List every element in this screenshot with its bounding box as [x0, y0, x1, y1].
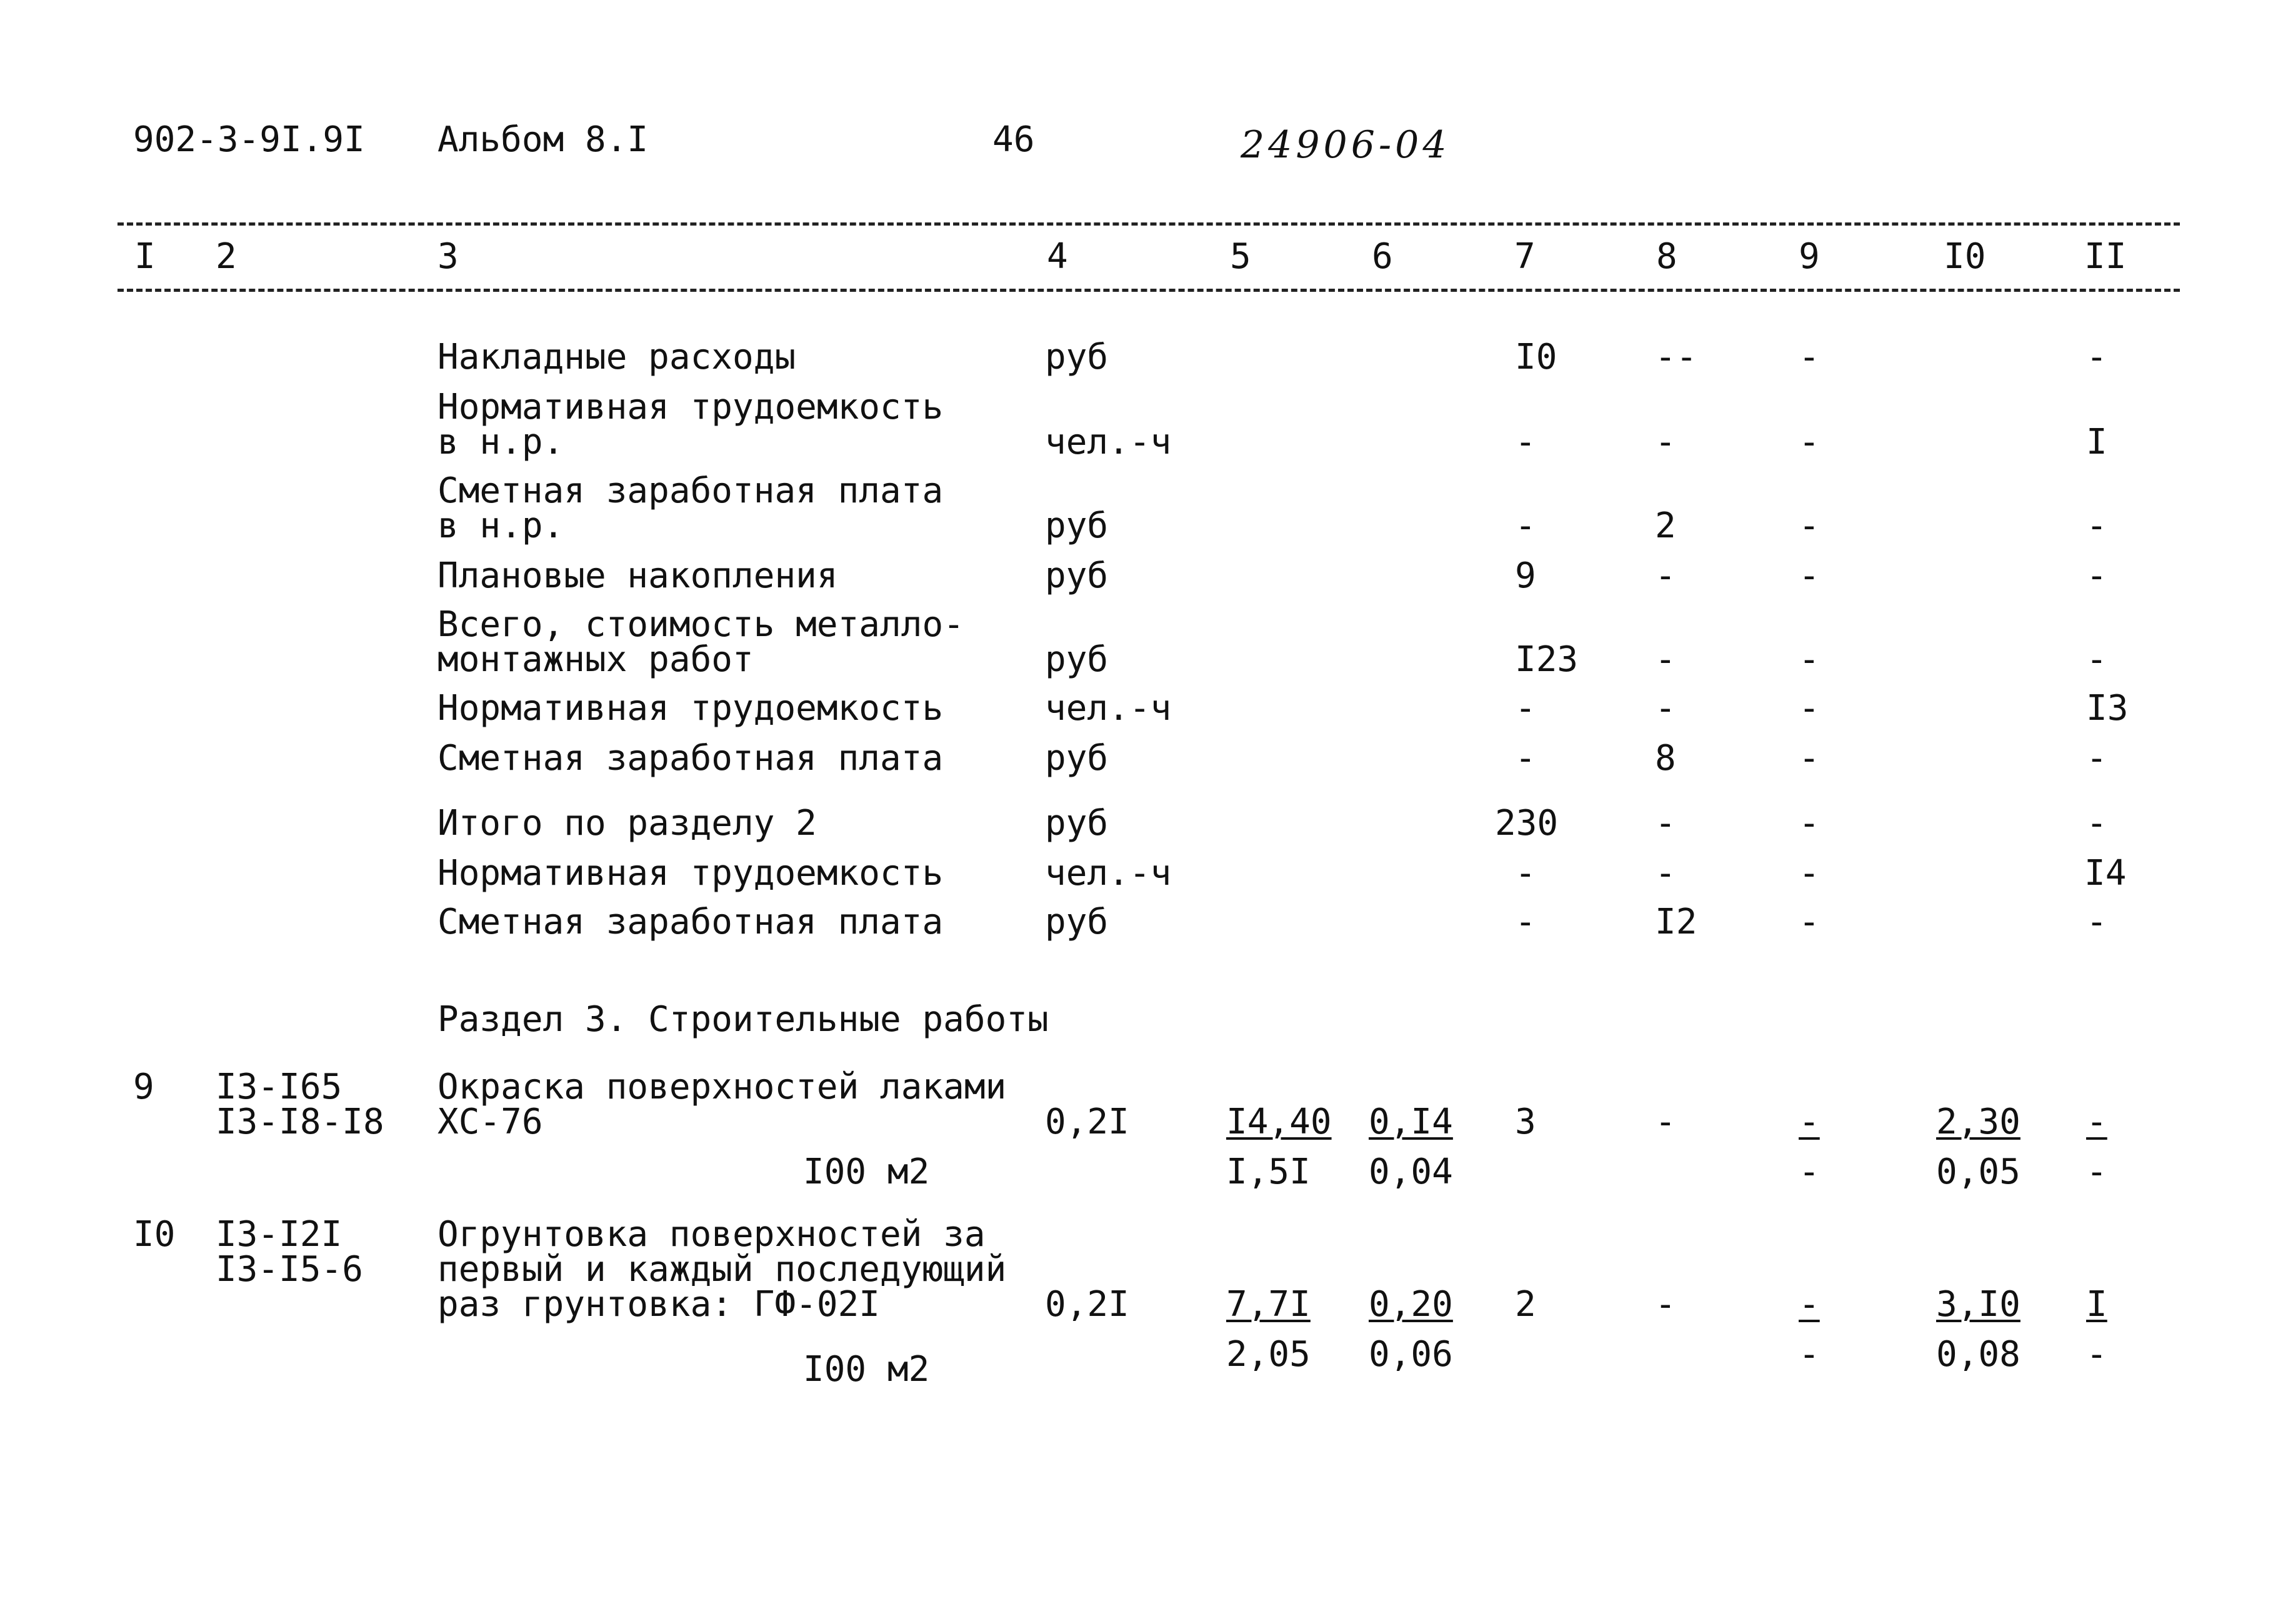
- item-col6-top: 0,I4: [1369, 1102, 1453, 1142]
- row-description: Сметная заработная плата в н.р.: [437, 471, 944, 546]
- col-header-4: 4: [1047, 236, 1068, 277]
- item-quantity: 0,2I: [1045, 1102, 1129, 1142]
- item-description: Окраска поверхностей лаками ХС-76: [437, 1067, 1007, 1142]
- row-col8: -: [1655, 803, 1676, 844]
- item-col8: -: [1655, 1284, 1676, 1325]
- item-col10-bottom: 0,05: [1936, 1152, 2021, 1192]
- row-col11: -: [2086, 337, 2107, 377]
- item-col11-top: I: [2086, 1284, 2107, 1325]
- row-description: Нормативная трудоемкость в н.р.: [437, 387, 944, 462]
- item-number: 9: [133, 1067, 154, 1107]
- col-header-11: II: [2084, 236, 2127, 277]
- row-col7: -: [1515, 853, 1536, 894]
- row-col9: -: [1799, 688, 1820, 729]
- row-col9: -: [1799, 902, 1820, 942]
- col-header-3: 3: [437, 236, 459, 277]
- row-col9: -: [1799, 555, 1820, 596]
- item-col6-bottom: 0,06: [1369, 1334, 1453, 1375]
- row-description: Нормативная трудоемкость: [437, 853, 944, 894]
- row-col8: 8: [1655, 738, 1676, 779]
- item-col9-bottom: -: [1799, 1152, 1820, 1192]
- row-description: Плановые накопления: [437, 555, 838, 596]
- row-col9: -: [1799, 738, 1820, 779]
- row-col8: 2: [1655, 506, 1676, 546]
- row-col9: -: [1799, 506, 1820, 546]
- row-col11: I4: [2084, 853, 2127, 894]
- item-col9-bottom: -: [1799, 1334, 1820, 1375]
- row-col8: --: [1655, 337, 1697, 377]
- row-col7: I23: [1515, 639, 1579, 680]
- page-number: 46: [992, 119, 1035, 160]
- row-col9: -: [1799, 337, 1820, 377]
- item-col9-top: -: [1799, 1102, 1820, 1142]
- row-col8: -: [1655, 853, 1676, 894]
- header-bottom-rule: [117, 289, 2180, 292]
- item-measure-unit: I00 м2: [803, 1349, 930, 1390]
- row-col8: -: [1655, 555, 1676, 596]
- col-header-8: 8: [1656, 236, 1677, 277]
- row-col8: I2: [1655, 902, 1697, 942]
- item-col6-top: 0,20: [1369, 1284, 1453, 1325]
- col-header-1: I: [134, 236, 156, 277]
- row-col9: -: [1799, 803, 1820, 844]
- item-quantity: 0,2I: [1045, 1284, 1129, 1325]
- item-col11-bottom: -: [2086, 1334, 2107, 1375]
- item-col7: 2: [1515, 1284, 1536, 1325]
- col-header-9: 9: [1799, 236, 1820, 277]
- row-col11: -: [2086, 902, 2107, 942]
- row-unit: руб: [1045, 803, 1109, 844]
- col-header-6: 6: [1372, 236, 1393, 277]
- row-col7: -: [1515, 738, 1536, 779]
- row-description: Накладные расходы: [437, 337, 796, 377]
- row-col7: I0: [1515, 337, 1557, 377]
- item-col9-top: -: [1799, 1284, 1820, 1325]
- item-col10-bottom: 0,08: [1936, 1334, 2021, 1375]
- row-col11: -: [2086, 803, 2107, 844]
- col-header-10: I0: [1944, 236, 1986, 277]
- document-code: 902-3-9I.9I: [133, 119, 365, 160]
- row-col11: -: [2086, 555, 2107, 596]
- handwritten-inventory-number: 24906-04: [1241, 123, 1451, 167]
- item-measure-unit: I00 м2: [803, 1152, 930, 1192]
- row-col7: -: [1515, 506, 1536, 546]
- row-col7: -: [1515, 902, 1536, 942]
- row-description: Итого по разделу 2: [437, 803, 817, 844]
- row-unit: руб: [1045, 902, 1109, 942]
- item-col10-top: 2,30: [1936, 1102, 2021, 1142]
- item-col11-top: -: [2086, 1102, 2107, 1142]
- item-col11-bottom: -: [2086, 1152, 2107, 1192]
- item-col10-top: 3,I0: [1936, 1284, 2021, 1325]
- item-col8: -: [1655, 1102, 1676, 1142]
- row-description: Нормативная трудоемкость: [437, 688, 944, 729]
- row-col7: -: [1515, 422, 1536, 462]
- item-code: I3-I2I I3-I5-6: [216, 1214, 364, 1290]
- item-col7: 3: [1515, 1102, 1536, 1142]
- row-col8: -: [1655, 639, 1676, 680]
- row-unit: руб: [1045, 506, 1109, 546]
- album-label: Альбом 8.I: [437, 119, 649, 160]
- row-col8: -: [1655, 688, 1676, 729]
- row-unit: руб: [1045, 738, 1109, 779]
- row-col11: -: [2086, 738, 2107, 779]
- col-header-5: 5: [1230, 236, 1251, 277]
- row-col9: -: [1799, 639, 1820, 680]
- item-col5-bottom: I,5I: [1226, 1152, 1311, 1192]
- row-unit: руб: [1045, 639, 1109, 680]
- row-col7: 9: [1515, 555, 1536, 596]
- row-unit: чел.-ч: [1045, 422, 1172, 462]
- section-title: Раздел 3. Строительные работы: [437, 999, 1049, 1040]
- row-unit: руб: [1045, 555, 1109, 596]
- header-top-rule: [117, 222, 2180, 226]
- row-col11: -: [2086, 639, 2107, 680]
- item-code: I3-I65 I3-I8-I8: [216, 1067, 384, 1142]
- item-description: Огрунтовка поверхностей за первый и каждый последующий раз грунтовка: ГФ-02I: [437, 1214, 1007, 1325]
- row-unit: чел.-ч: [1045, 853, 1172, 894]
- item-number: I0: [133, 1214, 176, 1255]
- row-unit: руб: [1045, 337, 1109, 377]
- item-col6-bottom: 0,04: [1369, 1152, 1453, 1192]
- row-col7: 230: [1495, 803, 1559, 844]
- row-col9: -: [1799, 422, 1820, 462]
- row-description: Сметная заработная плата: [437, 902, 944, 942]
- row-unit: чел.-ч: [1045, 688, 1172, 729]
- row-col7: -: [1515, 688, 1536, 729]
- row-col11: -: [2086, 506, 2107, 546]
- col-header-2: 2: [216, 236, 237, 277]
- row-col11: I3: [2086, 688, 2129, 729]
- row-description: Всего, стоимость металло- монтажных работ: [437, 604, 964, 680]
- row-col8: -: [1655, 422, 1676, 462]
- item-col5-top: I4,40: [1226, 1102, 1332, 1142]
- item-col5-bottom: 2,05: [1226, 1334, 1311, 1375]
- col-header-7: 7: [1514, 236, 1536, 277]
- row-col9: -: [1799, 853, 1820, 894]
- row-col11: I: [2086, 422, 2107, 462]
- item-col5-top: 7,7I: [1226, 1284, 1311, 1325]
- row-description: Сметная заработная плата: [437, 738, 944, 779]
